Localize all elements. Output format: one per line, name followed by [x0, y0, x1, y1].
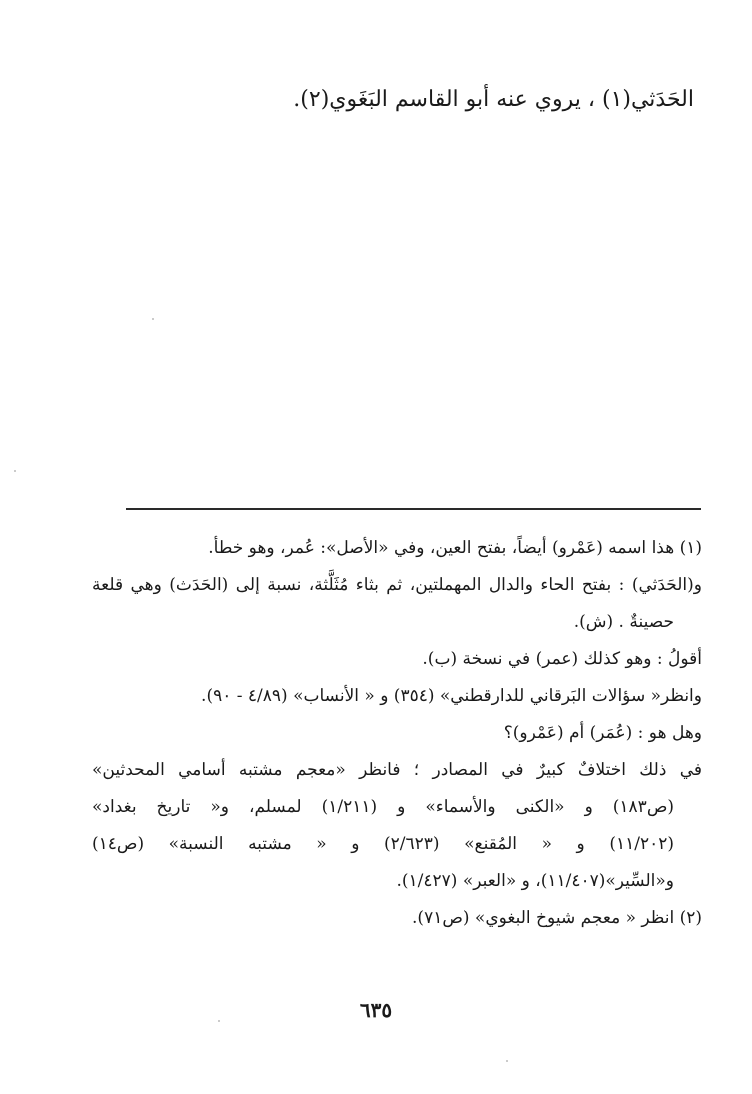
footnote-1-line-3: حصينةٌ . (ش). [573, 612, 674, 632]
footnote-1-line-9: (١١/٢٠٢) و « المُقنع» (٢/٦٢٣) و « مشتبه النسبة» (ص١٤) [92, 834, 674, 854]
footnote-1-line-7: في ذلك اختلافٌ كبيرٌ في المصادر ؛ فانظر «معجم مشتبه أسامي المحدثين» [92, 760, 702, 780]
footnote-1-line-8: (ص١٨٣) و «الكنى والأسماء» و (١/٢١١) لمسلم، و« تاريخ بغداد» [92, 797, 675, 817]
footnote-1-line-5: وانظر« سؤالات البَرقاني للدارقطني» (٣٥٤) و « الأنساب» (٤/٨٩ - ٩٠). [201, 686, 702, 706]
footnote-1-line-4: أقولُ : وهو كذلك (عمر) في نسخة (ب). [422, 649, 702, 669]
footnote-2: (٢) انظر « معجم شيوخ البغوي» (ص٧١). [412, 908, 702, 928]
footnote-1-line-1: (١) هذا اسمه (عَمْرو) أيضاً، بفتح العين، وفي «الأصل»: عُمر، وهو خطأ. [208, 538, 702, 558]
footnote-1-line-2: و(الحَدَثي) : بفتح الحاء والدال المهملتين، ثم بثاء مُثَلَّثة، نسبة إلى (الحَدَث) وهي قلعة [92, 575, 702, 595]
footnote-1-line-6: وهل هو : (عُمَر) أم (عَمْرو)؟ [503, 723, 702, 743]
scan-speck [218, 1020, 220, 1022]
main-text: الحَدَثي(١) ، يروي عنه أبو القاسم البَغَوي(٢). [293, 87, 694, 112]
page-number: ٦٣٥ [359, 998, 393, 1022]
footnotes-block [92, 530, 702, 937]
footnote-1-line-10: و«السِّير»(١١/٤٠٧)، و «العبر» (١/٤٢٧). [396, 871, 674, 891]
scan-speck [506, 1060, 508, 1062]
footnote-separator [126, 508, 701, 510]
scan-speck [14, 470, 16, 472]
scan-speck [152, 318, 154, 320]
